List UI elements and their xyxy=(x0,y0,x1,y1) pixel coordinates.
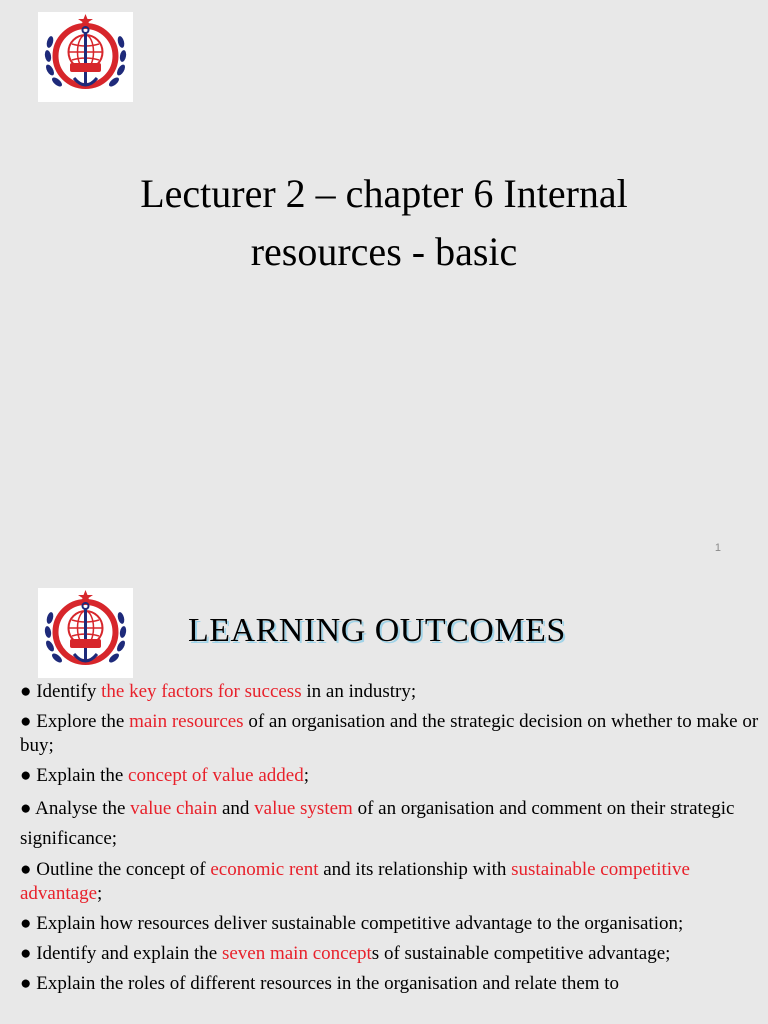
list-item: ● Explain the roles of different resources in the organisation and relate them to xyxy=(20,973,620,994)
learning-outcomes-heading: LEARNING OUTCOMES xyxy=(188,612,566,649)
highlight: concept of value added xyxy=(128,765,304,786)
highlight: seven main concept xyxy=(221,943,372,964)
list-item: ● Outline the concept of economic rent and its relationship with sustainable competitive advantage; xyxy=(20,859,690,904)
vimaru-logo xyxy=(38,12,133,102)
list-item: ● Explore the main resources of an organisation and the strategic decision on whether to make or buy; xyxy=(20,711,759,756)
anchor-wreath-icon xyxy=(38,588,133,678)
highlight: sustainable competitive advantage xyxy=(20,859,690,904)
highlight: value system xyxy=(254,798,353,819)
list-item: ● Analyse the value chain and value system of an organisation and comment on their strategic significance; xyxy=(20,798,735,849)
page-number: 1 xyxy=(714,542,721,554)
title-line-2: resources - basic xyxy=(250,229,518,274)
list-item: ● Explain how resources deliver sustainable competitive advantage to the organisation; xyxy=(20,913,684,934)
vimaru-logo xyxy=(38,588,133,678)
anchor-wreath-icon xyxy=(38,12,133,102)
outcomes-list xyxy=(20,680,762,1002)
highlight: economic rent xyxy=(210,859,319,880)
title-line-1: Lecturer 2 – chapter 6 Internal xyxy=(140,171,628,216)
learning-outcomes-slide xyxy=(0,576,768,1024)
highlight: main resources xyxy=(129,711,244,732)
list-item: ● Identify the key factors for success in an industry; xyxy=(20,681,417,702)
highlight: value chain xyxy=(130,798,218,819)
slide-title xyxy=(0,165,768,281)
highlight: the key factors for success xyxy=(101,681,302,702)
list-item: ● Explain the concept of value added; xyxy=(20,765,309,786)
list-item: ● Identify and explain the seven main concepts of sustainable competitive advantage; xyxy=(20,943,671,964)
